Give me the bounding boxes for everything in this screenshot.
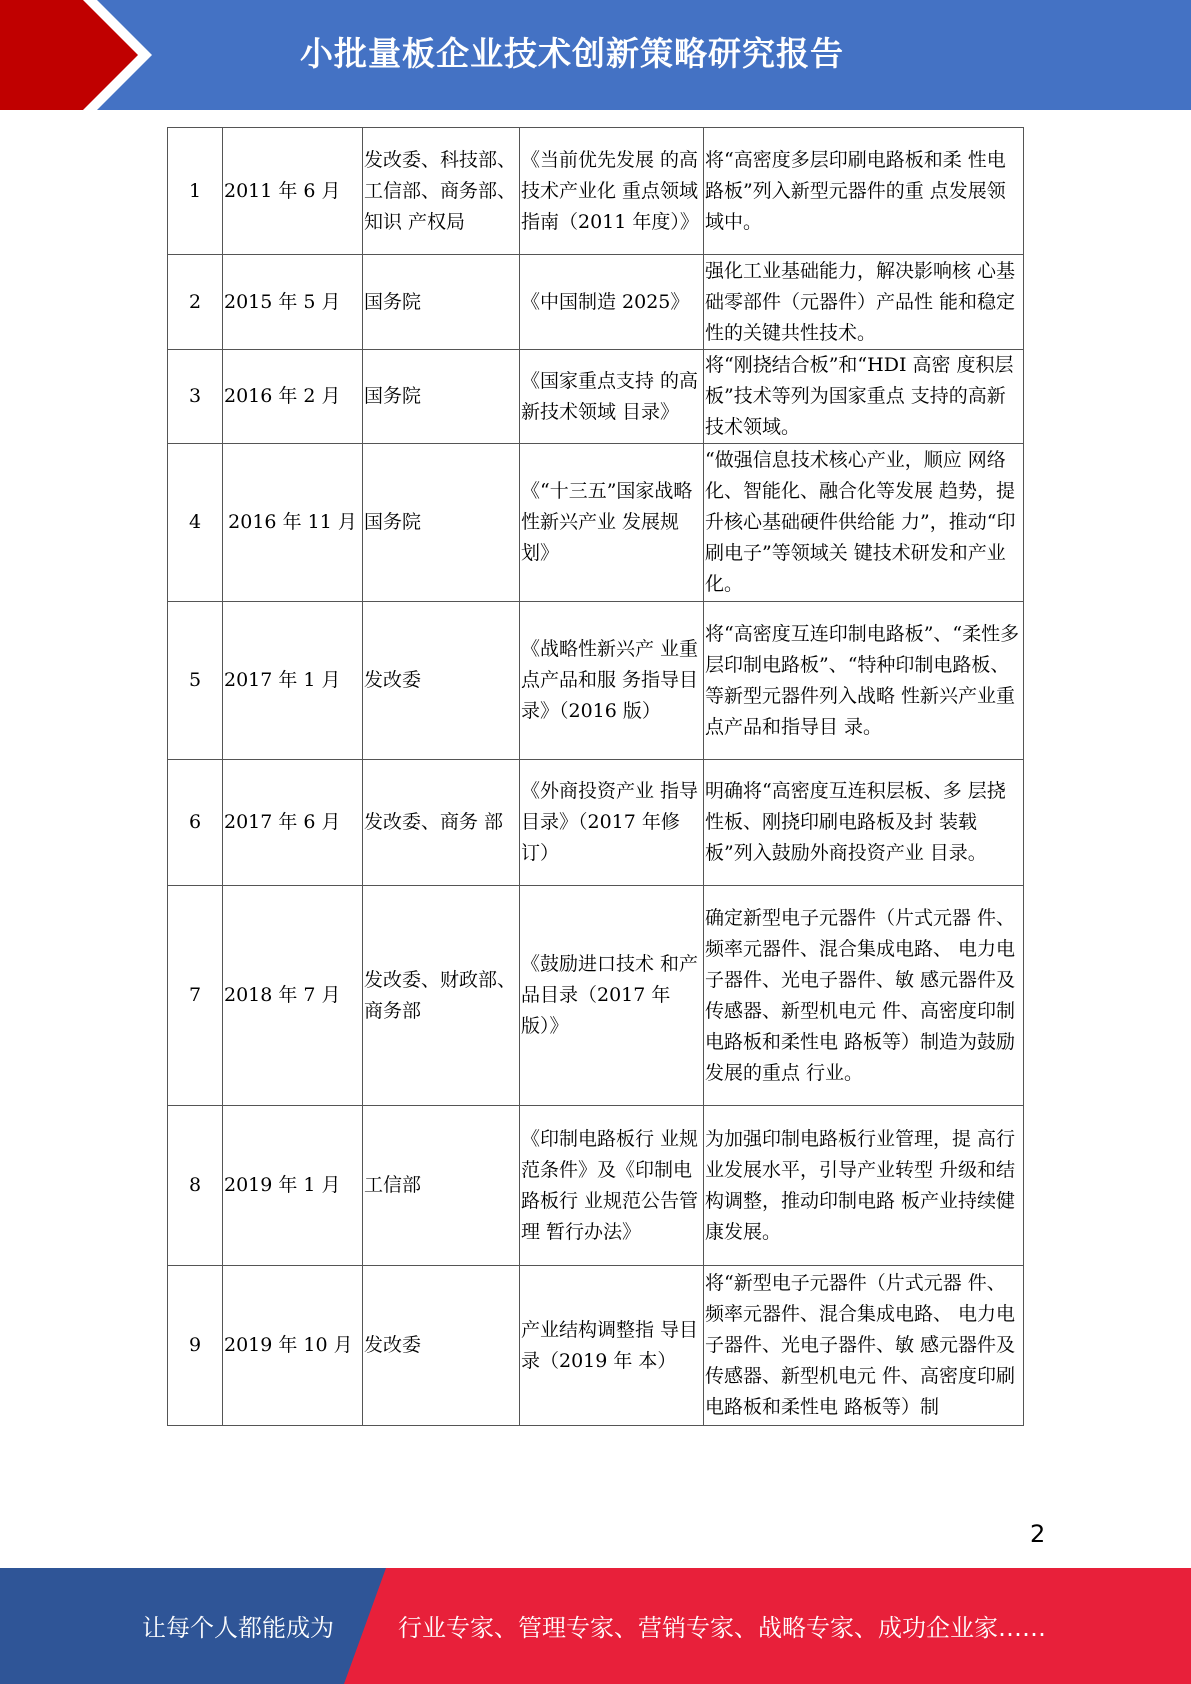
row-department: 发改委、财政部、商务部 bbox=[363, 886, 520, 1106]
row-index: 5 bbox=[168, 602, 223, 760]
row-date: 2019 年 10 月 bbox=[223, 1266, 363, 1426]
row-date: 2019 年 1 月 bbox=[223, 1106, 363, 1266]
row-department: 工信部 bbox=[363, 1106, 520, 1266]
row-content: “做强信息技术核心产业，顺应 网络化、智能化、融合化等发展 趋势，提升核心基础硬件供给能 力”，推动“印刷电子”等领域关 键技术研发和产业化。 bbox=[704, 444, 1024, 602]
footer-slogan-right: 行业专家、管理专家、营销专家、战略专家、成功企业家…… bbox=[398, 1614, 1046, 1642]
row-document: 《国家重点支持 的高新技术领域 目录》 bbox=[520, 350, 704, 444]
row-date: 2016 年 2 月 bbox=[223, 350, 363, 444]
row-document: 《当前优先发展 的高技术产业化 重点领域指南（2011 年度）》 bbox=[520, 128, 704, 255]
row-department: 发改委、科技部、工信部、商务部、知识 产权局 bbox=[363, 128, 520, 255]
page-footer bbox=[0, 1568, 1191, 1684]
policy-table bbox=[167, 127, 1024, 1426]
row-index: 7 bbox=[168, 886, 223, 1106]
table-row bbox=[168, 886, 1024, 1106]
row-index: 2 bbox=[168, 255, 223, 350]
table-row bbox=[168, 1266, 1024, 1426]
row-document: 产业结构调整指 导目录（2019 年 本） bbox=[520, 1266, 704, 1426]
page-header bbox=[0, 0, 1191, 110]
table-row bbox=[168, 760, 1024, 886]
row-content: 为加强印制电路板行业管理，提 高行业发展水平，引导产业转型 升级和结构调整，推动印制电路 板产业持续健康发展。 bbox=[704, 1106, 1024, 1266]
table-row bbox=[168, 602, 1024, 760]
row-date: 2017 年 6 月 bbox=[223, 760, 363, 886]
row-index: 4 bbox=[168, 444, 223, 602]
row-index: 6 bbox=[168, 760, 223, 886]
table-row bbox=[168, 255, 1024, 350]
row-content: 将“高密度互连印制电路板”、“柔性多层印制电路板”、“特种印制电路板、等新型元器件列入战略 性新兴产业重点产品和指导目 录。 bbox=[704, 602, 1024, 760]
row-content: 将“新型电子元器件（片式元器 件、频率元器件、混合集成电路、 电力电子器件、光电子器件、敏 感元器件及传感器、新型机电元 件、高密度印刷电路板和柔性电 路板等）制 bbox=[704, 1266, 1024, 1426]
row-department: 发改委、商务 部 bbox=[363, 760, 520, 886]
row-content: 将“高密度多层印刷电路板和柔 性电路板”列入新型元器件的重 点发展领域中。 bbox=[704, 128, 1024, 255]
table-row bbox=[168, 1106, 1024, 1266]
row-date: 2016 年 11 月 bbox=[223, 444, 363, 602]
row-content: 明确将“高密度互连积层板、多 层挠性板、刚挠印刷电路板及封 装载板”列入鼓励外商投资产业 目录。 bbox=[704, 760, 1024, 886]
row-date: 2018 年 7 月 bbox=[223, 886, 363, 1106]
row-content: 确定新型电子元器件（片式元器 件、频率元器件、混合集成电路、 电力电子器件、光电子器件、敏 感元器件及传感器、新型机电元 件、高密度印制电路板和柔性电 路板等）制造为鼓励发展的重点 行业。 bbox=[704, 886, 1024, 1106]
footer-slogan-left: 让每个人都能成为 bbox=[142, 1614, 334, 1642]
table-row bbox=[168, 444, 1024, 602]
row-department: 发改委 bbox=[363, 602, 520, 760]
row-date: 2015 年 5 月 bbox=[223, 255, 363, 350]
table-row bbox=[168, 350, 1024, 444]
row-document: 《中国制造 2025》 bbox=[520, 255, 704, 350]
row-department: 国务院 bbox=[363, 255, 520, 350]
row-document: 《“十三五”国家战略性新兴产业 发展规划》 bbox=[520, 444, 704, 602]
page-number: 2 bbox=[1030, 1520, 1046, 1548]
row-document: 《鼓励进口技术 和产品目录（2017 年版）》 bbox=[520, 886, 704, 1106]
row-index: 9 bbox=[168, 1266, 223, 1426]
row-document: 《印制电路板行 业规范条件》及《印制电路板行 业规范公告管理 暂行办法》 bbox=[520, 1106, 704, 1266]
row-department: 国务院 bbox=[363, 444, 520, 602]
row-date: 2017 年 1 月 bbox=[223, 602, 363, 760]
row-content: 强化工业基础能力，解决影响核 心基础零部件（元器件）产品性 能和稳定性的关键共性技术。 bbox=[704, 255, 1024, 350]
row-index: 8 bbox=[168, 1106, 223, 1266]
table-row bbox=[168, 128, 1024, 255]
row-department: 发改委 bbox=[363, 1266, 520, 1426]
row-content: 将“刚挠结合板”和“HDI 高密 度积层板”技术等列为国家重点 支持的高新技术领域。 bbox=[704, 350, 1024, 444]
row-index: 1 bbox=[168, 128, 223, 255]
row-date: 2011 年 6 月 bbox=[223, 128, 363, 255]
row-department: 国务院 bbox=[363, 350, 520, 444]
row-index: 3 bbox=[168, 350, 223, 444]
report-title: 小批量板企业技术创新策略研究报告 bbox=[300, 34, 844, 73]
row-document: 《战略性新兴产 业重点产品和服 务指导目录》（2016 版） bbox=[520, 602, 704, 760]
row-document: 《外商投资产业 指导目录》（2017 年修订） bbox=[520, 760, 704, 886]
header-chevron-icon bbox=[0, 0, 138, 110]
